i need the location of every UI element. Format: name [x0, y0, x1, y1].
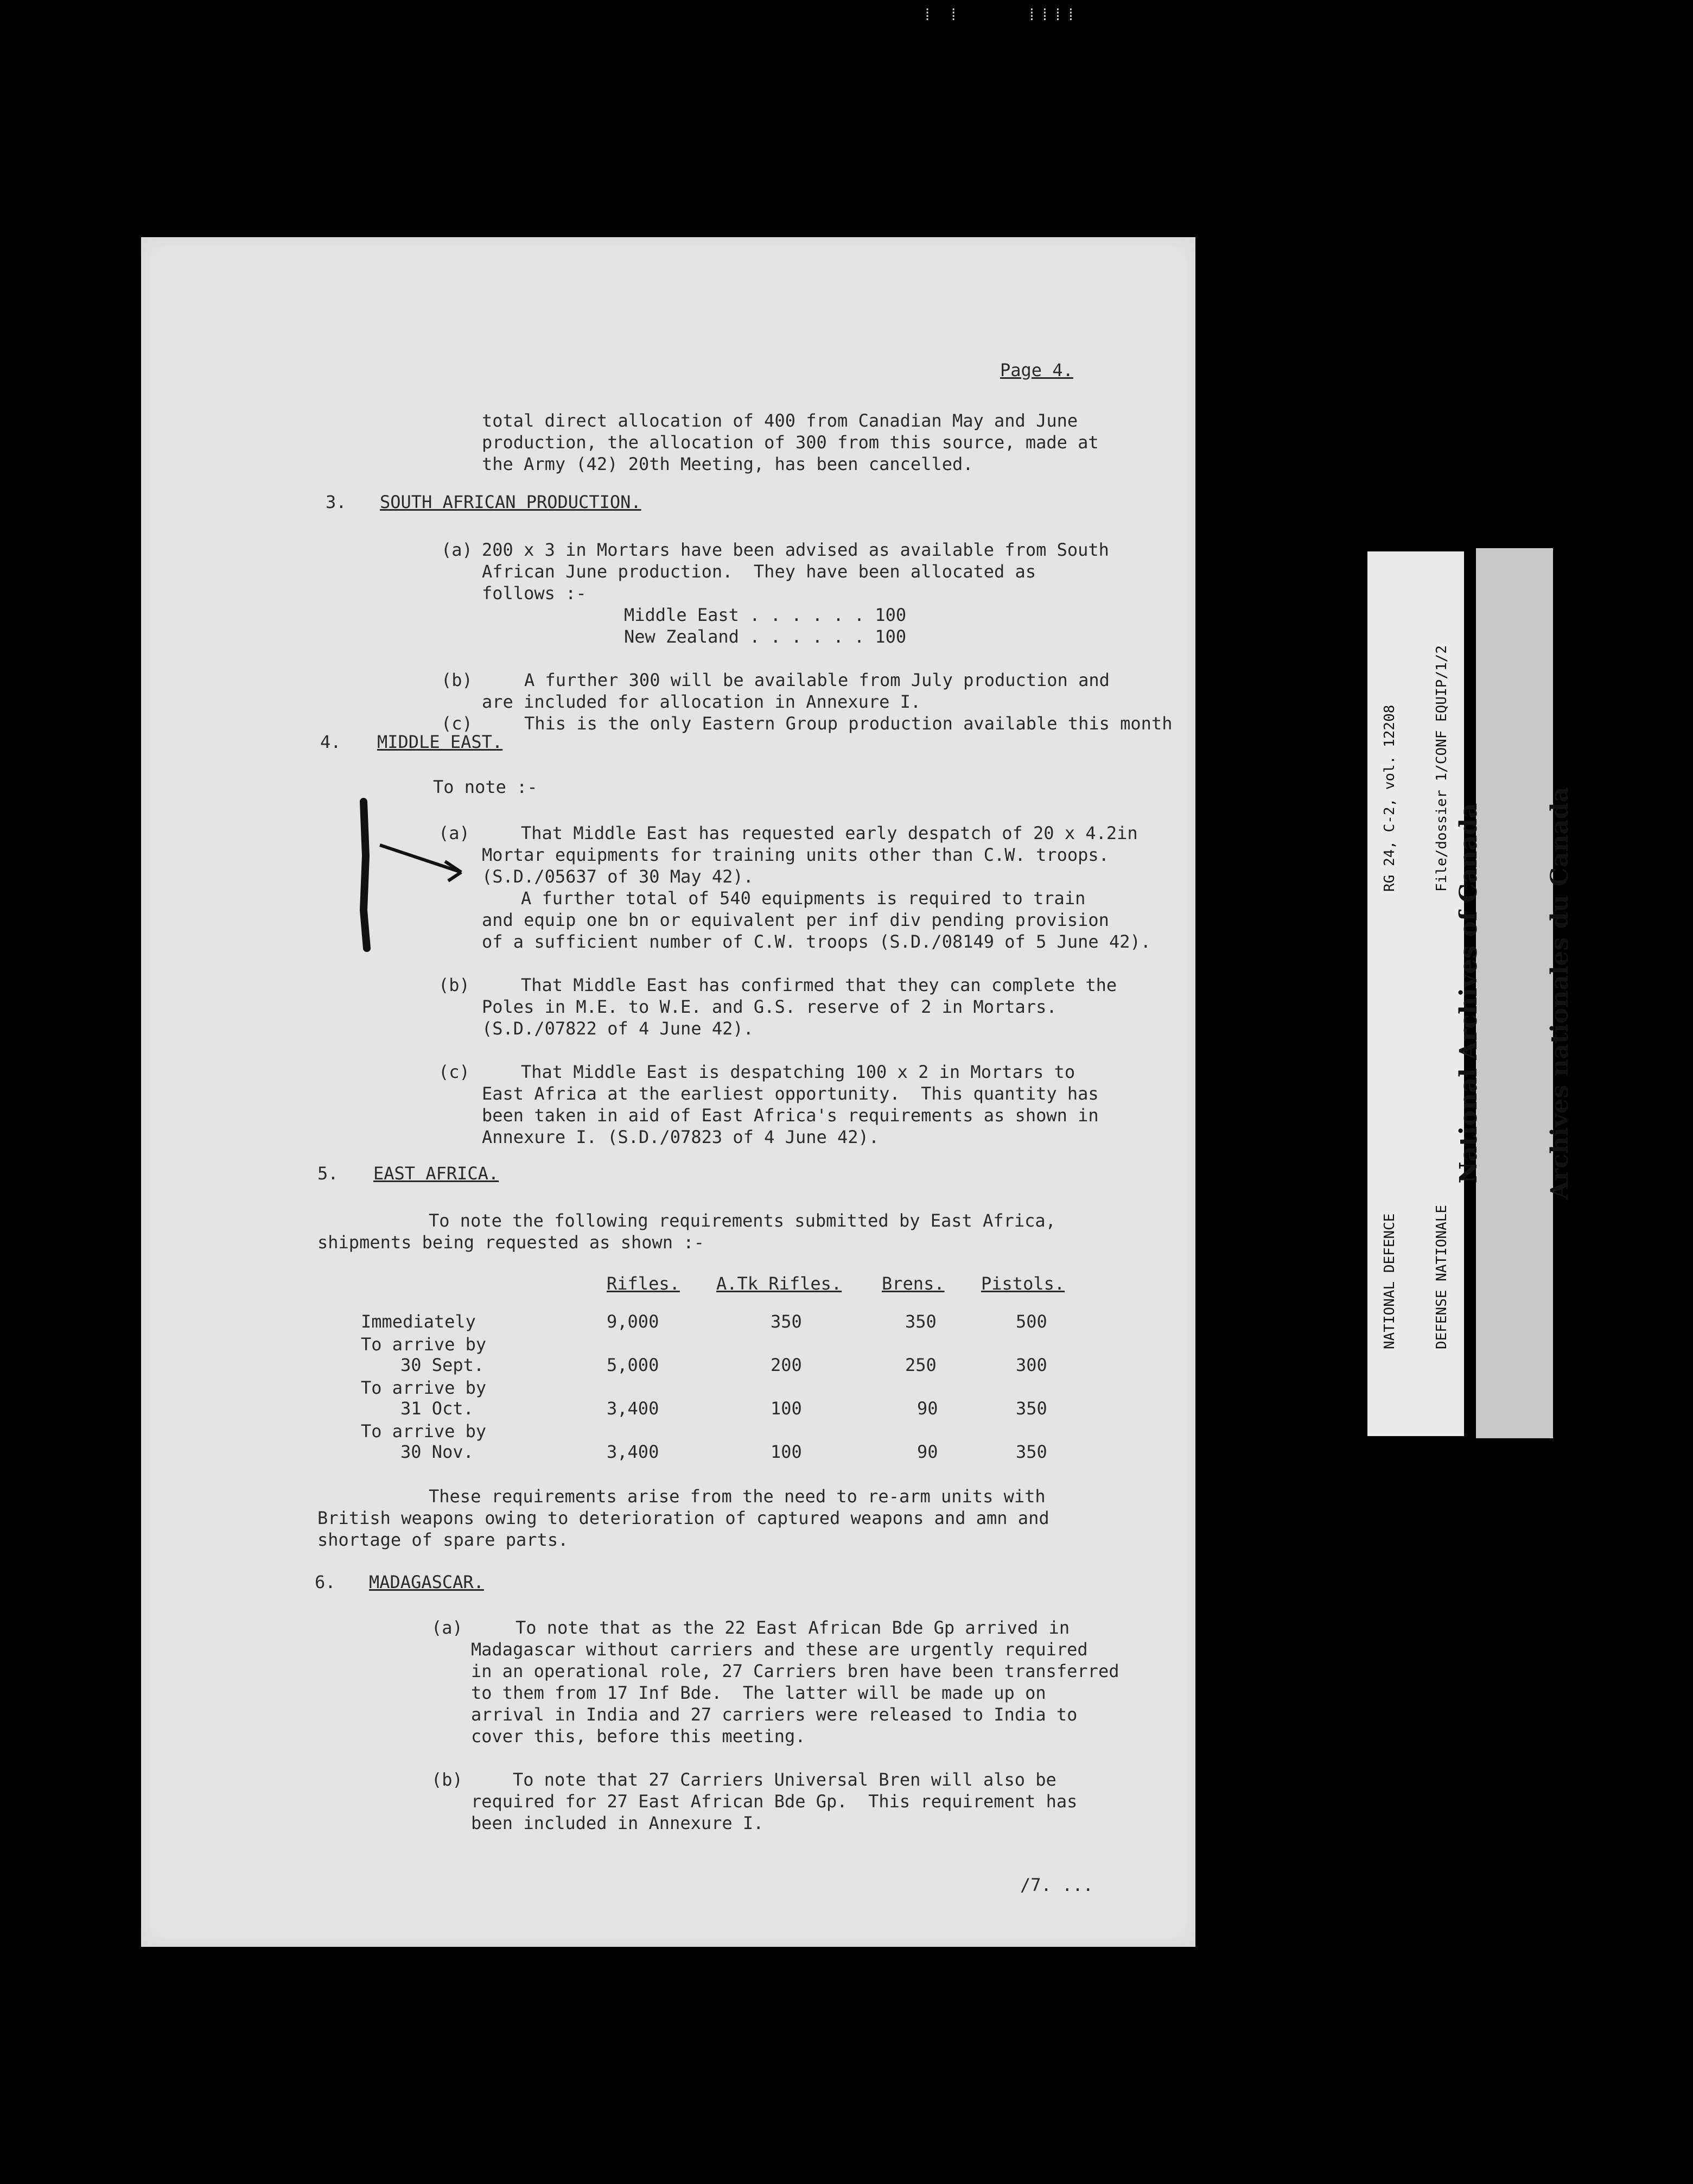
- cell-pistols: 350: [1016, 1398, 1047, 1419]
- section-4c-line-2: East Africa at the earliest opportunity. This quantity has: [482, 1083, 1099, 1104]
- cell-pistols: 300: [1016, 1355, 1047, 1375]
- section-4a-line-1: That Middle East has requested early despatch of 20 x 4.2in: [521, 823, 1138, 843]
- archive-name-english: National Archives of Canada: [1455, 803, 1482, 1184]
- reference-line-1: RG 24, C-2, vol. 12208: [1382, 704, 1398, 892]
- section-5-outro-2: British weapons owing to deterioration of captured weapons and amn and: [317, 1508, 1049, 1528]
- section-6-title: MADAGASCAR.: [369, 1572, 484, 1592]
- section-6b-label: (b): [431, 1769, 463, 1790]
- section-3a-line-3: follows :-: [482, 583, 587, 604]
- section-6b-line-2: required for 27 East African Bde Gp. This requirement has: [471, 1791, 1078, 1812]
- section-6a-line-1: To note that as the 22 East African Bde Gp arrived in: [515, 1617, 1070, 1638]
- page-footer-continuation: /7. ...: [1020, 1875, 1093, 1895]
- cell-rifles: 3,400: [607, 1442, 659, 1462]
- row-label-line-2: 30 Sept.: [400, 1355, 485, 1375]
- section-5-number: 5.: [317, 1163, 339, 1184]
- cell-rifles: 9,000: [607, 1311, 659, 1332]
- section-4-to-note: To note :-: [433, 777, 538, 797]
- cell-brens: 250: [905, 1355, 937, 1375]
- archive-name-french: Archives nationales du Canada: [1546, 786, 1574, 1200]
- national-archives-text: [1393, 787, 1636, 1199]
- reference-line-2: File/dossier 1/CONF EQUIP/1/2: [1434, 645, 1450, 892]
- cell-pistols: 500: [1016, 1311, 1047, 1332]
- department-line-2: DEFENSE NATIONALE: [1434, 1204, 1450, 1349]
- section-3a-line-1: 200 x 3 in Mortars have been advised as available from South: [482, 539, 1109, 560]
- section-6-number: 6.: [315, 1572, 336, 1592]
- section-4b-label: (b): [438, 975, 470, 995]
- film-marks-top: ⁞ ⁞ ⁞⁞⁞⁞: [922, 5, 1079, 24]
- row-label-line-1: To arrive by: [361, 1421, 487, 1442]
- section-4c-label: (c): [438, 1062, 470, 1082]
- section-5-outro-3: shortage of spare parts.: [317, 1529, 569, 1550]
- section-3-number: 3.: [326, 492, 347, 512]
- cell-atk-rifles: 350: [771, 1311, 802, 1332]
- col-header-rifles: Rifles.: [607, 1273, 680, 1294]
- row-label-line-2: 31 Oct.: [400, 1398, 474, 1419]
- national-archives-stamp: [1455, 548, 1574, 1438]
- section-6a-line-2: Madagascar without carriers and these are urgently required: [471, 1639, 1088, 1660]
- allocation-middle-east: Middle East . . . . . . 100: [624, 605, 907, 625]
- section-4a-label: (a): [438, 823, 470, 843]
- section-3b-line-1: A further 300 will be available from July production and: [524, 670, 1110, 690]
- cell-atk-rifles: 100: [771, 1442, 802, 1462]
- cell-rifles: 5,000: [607, 1355, 659, 1375]
- section-5-intro-2: shipments being requested as shown :-: [317, 1232, 704, 1253]
- document-page: [141, 237, 1195, 1947]
- section-3a-line-2: African June production. They have been allocated as: [482, 561, 1036, 582]
- section-4b-line-3: (S.D./07822 of 4 June 42).: [482, 1018, 754, 1039]
- row-label-immediately: Immediately: [361, 1311, 476, 1332]
- section-5-outro-1: These requirements arise from the need to re-arm units with: [429, 1486, 1046, 1507]
- allocation-new-zealand: New Zealand . . . . . . 100: [624, 626, 907, 647]
- row-label-line-1: To arrive by: [361, 1334, 487, 1355]
- section-3c-line: This is the only Eastern Group production available this month: [524, 713, 1173, 734]
- intro-line-1: total direct allocation of 400 from Canadian May and June: [482, 410, 1078, 431]
- section-5-intro-1: To note the following requirements submitted by East Africa,: [429, 1210, 1056, 1231]
- row-label-line-2: 30 Nov.: [400, 1442, 474, 1462]
- section-4a-line-2: Mortar equipments for training units other than C.W. troops.: [482, 845, 1109, 865]
- section-4a-line-6: of a sufficient number of C.W. troops (S.D./08149 of 5 June 42).: [482, 931, 1151, 952]
- cell-atk-rifles: 100: [771, 1398, 802, 1419]
- intro-line-3: the Army (42) 20th Meeting, has been cancelled.: [482, 454, 973, 474]
- section-6a-line-5: arrival in India and 27 carriers were released to India to: [471, 1704, 1078, 1725]
- cell-brens: 90: [917, 1442, 938, 1462]
- cell-rifles: 3,400: [607, 1398, 659, 1419]
- row-label-line-1: To arrive by: [361, 1377, 487, 1398]
- cell-pistols: 350: [1016, 1442, 1047, 1462]
- col-header-brens: Brens.: [882, 1273, 945, 1294]
- cell-brens: 350: [905, 1311, 937, 1332]
- department-line-1: NATIONAL DEFENCE: [1382, 1213, 1398, 1349]
- margin-arrow-annotation: [347, 791, 488, 954]
- section-6b-line-1: To note that 27 Carriers Universal Bren will also be: [513, 1769, 1056, 1790]
- col-header-atk-rifles: A.Tk Rifles.: [716, 1273, 842, 1294]
- section-4a-line-4: A further total of 540 equipments is required to train: [521, 888, 1086, 909]
- section-4b-line-1: That Middle East has confirmed that they can complete the: [521, 975, 1117, 995]
- cell-atk-rifles: 200: [771, 1355, 802, 1375]
- section-5-title: EAST AFRICA.: [373, 1163, 499, 1184]
- section-4-title: MIDDLE EAST.: [377, 732, 503, 752]
- section-6a-label: (a): [431, 1617, 463, 1638]
- section-3a-label: (a): [441, 539, 473, 560]
- section-4c-line-1: That Middle East is despatching 100 x 2 in Mortars to: [521, 1062, 1075, 1082]
- section-3b-line-2: are included for allocation in Annexure I.: [482, 691, 921, 712]
- section-3b-label: (b): [441, 670, 473, 690]
- section-3-title: SOUTH AFRICAN PRODUCTION.: [380, 492, 641, 512]
- archive-reference-text: [1346, 1205, 1485, 1349]
- cell-brens: 90: [917, 1398, 938, 1419]
- section-6b-line-3: been included in Annexure I.: [471, 1813, 764, 1833]
- section-6a-line-3: in an operational role, 27 Carriers bren have been transferred: [471, 1661, 1119, 1681]
- section-6a-line-6: cover this, before this meeting.: [471, 1726, 806, 1747]
- section-4c-line-3: been taken in aid of East Africa's requirements as shown in: [482, 1105, 1099, 1126]
- section-3c-label: (c): [441, 713, 473, 734]
- intro-line-2: production, the allocation of 300 from this source, made at: [482, 432, 1099, 453]
- section-4-number: 4.: [320, 732, 341, 752]
- section-4a-line-5: and equip one bn or equivalent per inf div pending provision: [482, 910, 1109, 930]
- section-6a-line-4: to them from 17 Inf Bde. The latter will be made up on: [471, 1683, 1046, 1703]
- page-number: Page 4.: [1000, 360, 1073, 380]
- section-4c-line-4: Annexure I. (S.D./07823 of 4 June 42).: [482, 1127, 880, 1147]
- section-4a-line-3: (S.D./05637 of 30 May 42).: [482, 866, 754, 887]
- col-header-pistols: Pistols.: [981, 1273, 1065, 1294]
- section-4b-line-2: Poles in M.E. to W.E. and G.S. reserve of 2 in Mortars.: [482, 996, 1057, 1017]
